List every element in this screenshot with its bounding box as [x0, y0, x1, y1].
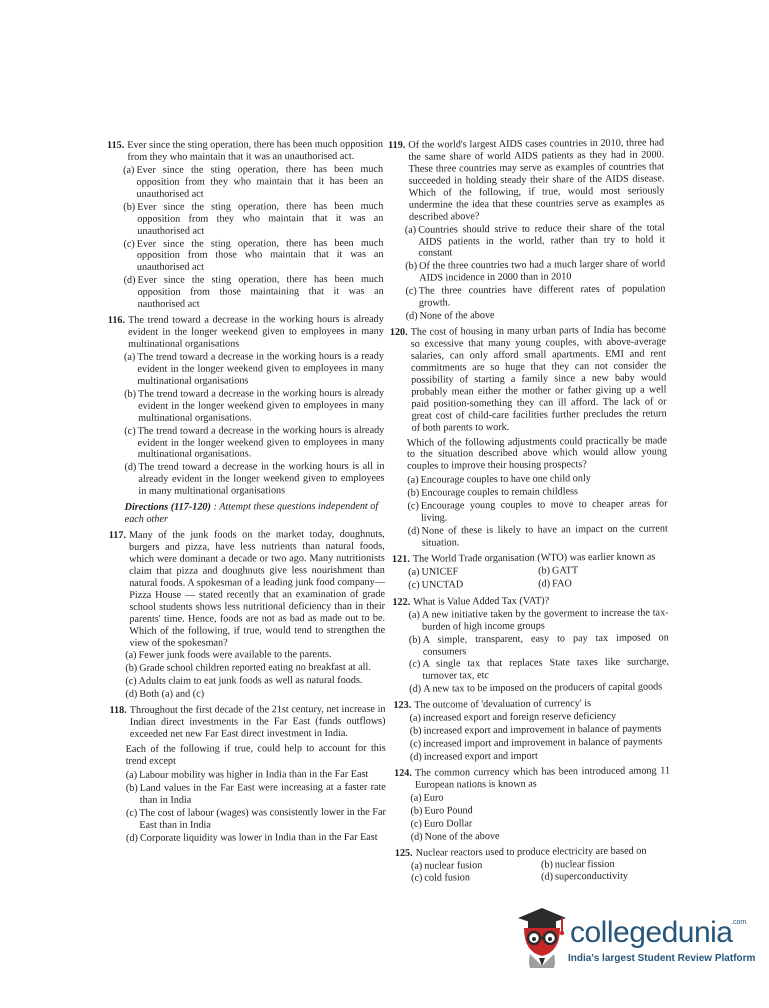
option-label: (c) [123, 238, 135, 250]
option-b [123, 200, 383, 237]
option-text: Labour mobility was higher in India than in the Far East [139, 768, 369, 781]
question-text: Nuclear reactors used to produce electricity are based on [415, 845, 647, 859]
question-text: The outcome of 'devaluation of currency' is [414, 698, 592, 712]
question-119 [388, 137, 666, 323]
option-text: GATT [551, 565, 579, 577]
option-a [123, 164, 383, 201]
option-label: (d) [407, 525, 420, 537]
option-b [124, 388, 384, 425]
option-a [126, 769, 386, 782]
option-label: (c) [409, 738, 422, 750]
option-c [405, 284, 665, 310]
option-a [124, 351, 384, 388]
option-text: None of these is likely to have an impact on the current situation. [421, 523, 668, 549]
option-text: The trend toward a decrease in the working hours is already evident in the longer weekend given to employees in many multinational organisations. [137, 387, 385, 424]
option-label: (b) [405, 261, 418, 273]
option-label: (a) [408, 566, 420, 578]
option-text: The trend toward a decrease in the working hours is all in already evident in the longer weekend given to employees in many multinational organisations [138, 461, 385, 498]
option-label: (b) [123, 201, 136, 213]
question-number: 120. [389, 326, 408, 339]
question-text: Throughout the first decade of the 21st century, net increase in Indian direct investments in the Far East (funds outflows) exceeded net new Far East direct investment in India. [129, 703, 386, 740]
option-label: (c) [405, 285, 417, 298]
option-label: (d) [124, 462, 137, 474]
option-c [124, 424, 384, 461]
question-text: What is Value Added Tax (VAT)? [413, 595, 550, 608]
option-b [407, 486, 667, 500]
option-label: (c) [411, 873, 423, 885]
option-label: (d) [541, 871, 554, 884]
option-text: Countries should strive to reduce their share of the total AIDS patients in the world, rather than try to hold it constant [418, 221, 666, 260]
option-label: (d) [125, 689, 138, 701]
question-number: 119. [388, 139, 406, 151]
question-116 [108, 314, 385, 498]
question-text: The World Trade organisation (WTO) was earlier known as [412, 551, 656, 565]
option-text: The cost of labour (wages) was consistently lower in the Far East than in India [139, 806, 386, 831]
question-text: The cost of housing in many urban parts of India has become so excessive that many young couples, with above-average salaries, can only afford small apartments. EMI and rent commitments are so huge that they can not consider the possibility of starting a family since a new baby would probably mean either the mother or father giving up a well paid position-something they can ill afford. The lack of or great cost of child-care facilities further precludes the return of both parents to work. [410, 324, 667, 434]
option-c [125, 675, 385, 688]
option-d [406, 308, 666, 322]
option-label: (b) [409, 725, 422, 737]
question-prompt: Which of the following adjustments could practically be made to the situation described above which would allow young couples to improve their housing prospects? [406, 434, 668, 473]
option-text: increased export and improvement in balance of payments [423, 723, 662, 737]
option-label: (b) [408, 634, 421, 646]
question-number: 116. [107, 315, 126, 327]
option-text: increased export and foreign reserve deficiency [422, 711, 617, 724]
options-list [126, 769, 386, 845]
option-label: (c) [124, 425, 136, 437]
option-b [538, 564, 668, 577]
options-list [410, 790, 670, 843]
option-c [410, 736, 670, 750]
option-label: (b) [410, 805, 423, 817]
option-text: Land values in the Far East were increasing at a faster rate than in India [139, 781, 386, 806]
brand-name: collegedunia [570, 916, 733, 949]
option-text: A new initiative taken by the goverment to increase the tax-burden of high income groups [421, 607, 669, 633]
option-text: A new tax to be imposed on the producers of capital goods [423, 681, 663, 695]
option-label: (d) [123, 275, 136, 287]
option-label: (b) [125, 663, 138, 675]
option-c [408, 578, 538, 591]
options-list [407, 473, 668, 550]
question-125 [395, 845, 671, 886]
option-label: (a) [410, 792, 422, 804]
option-label: (b) [124, 388, 137, 400]
option-text: Corporate liquidity was lower in India than in the Far East [139, 831, 378, 844]
option-text: increased import and improvement in balance of payments [423, 736, 663, 750]
options-list [124, 351, 385, 498]
option-label: (c) [125, 676, 137, 688]
option-text: Encourage couples to remain childless [421, 486, 579, 499]
question-number: 125. [394, 847, 413, 859]
option-c [126, 806, 386, 831]
option-a [408, 565, 538, 578]
question-118 [109, 704, 386, 845]
option-text: Euro Dollar [423, 817, 473, 830]
option-d [538, 577, 668, 590]
option-label: (a) [409, 712, 421, 725]
option-text: nuclear fusion [424, 859, 483, 872]
directions-note [125, 501, 385, 526]
directions-heading: Directions (117-120) [124, 501, 211, 514]
option-text: The trend toward a decrease in the working hours is a ready evident in the longer weekend given to employees in many multinational organisations [137, 350, 385, 387]
option-label: (d) [409, 751, 422, 763]
left-column [107, 139, 386, 849]
question-text: Ever since the sting operation, there has been much opposition from they who maintain that it was an unauthorised act. [127, 138, 384, 163]
option-label: (a) [123, 351, 136, 363]
question-123 [393, 698, 670, 764]
option-a [405, 222, 665, 260]
option-label: (d) [409, 684, 422, 696]
option-text: Euro [423, 792, 444, 804]
option-b [409, 632, 669, 658]
option-d [411, 829, 671, 843]
option-text: Grade school children reported eating no breakfast at all. [139, 662, 371, 675]
option-label: (d) [410, 831, 423, 843]
question-number: 117. [108, 529, 127, 542]
option-b [541, 858, 671, 871]
option-label: (a) [408, 609, 420, 621]
option-a [410, 790, 670, 804]
question-prompt: Each of the following if true, could help to account for this trend except [125, 742, 386, 767]
option-text: superconductivity [554, 871, 629, 883]
options-list [123, 164, 384, 311]
option-a [410, 711, 670, 725]
option-label: (b) [125, 782, 138, 794]
option-text: FAO [552, 578, 572, 590]
option-label: (a) [407, 475, 419, 487]
option-d [124, 461, 384, 498]
option-b [126, 782, 386, 807]
option-b [405, 259, 665, 285]
collegedunia-logo[interactable] [512, 902, 756, 968]
option-text: A single tax that replaces State taxes like surcharge, turnover tax, etc [422, 656, 670, 683]
options-list [410, 711, 670, 764]
option-text: None of the above [419, 310, 495, 322]
question-text: Of the world's largest AIDS cases countries in 2010, three had the same share of world AIDS patients as they had in 2000. These three countries may serve as examples of countries that succeeded in holding steady their share of the AIDS disease. Which of the following, if true, would most seriously undermine the idea that these countries serve as examples as described above? [408, 137, 665, 223]
option-label: (c) [408, 579, 420, 591]
option-a [407, 473, 667, 487]
question-120 [390, 324, 668, 550]
option-d [125, 688, 385, 701]
option-d [410, 749, 670, 763]
option-text: cold fusion [424, 872, 471, 885]
option-text: A simple, transparent, easy to pay tax imposed on consumers [422, 631, 669, 658]
question-number: 121. [391, 553, 410, 565]
option-d [408, 523, 668, 549]
option-label: (c) [408, 659, 421, 671]
question-number: 123. [393, 700, 412, 712]
option-label: (b) [540, 858, 553, 871]
option-c [407, 499, 667, 525]
option-text: Ever since the sting operation, there has been much opposition from they who maintain that it has been an unauthorised act [136, 163, 384, 200]
graduate-mascot-icon [512, 902, 568, 968]
brand-domain-suffix: .com [731, 919, 747, 926]
option-text: None of the above [424, 830, 500, 843]
option-text: Ever since the sting operation, there has been much opposition from those maintaining that it was an nauthorised act [137, 274, 384, 311]
option-d [126, 831, 386, 844]
question-number: 122. [392, 596, 411, 608]
option-text: Fewer junk foods were available to the parents. [138, 649, 332, 662]
question-text: The trend toward a decrease in the working hours is already evident in the longer weekend given to employees in many multinational organisations [128, 313, 384, 350]
option-text: UNICEF [421, 566, 459, 578]
question-number: 124. [394, 767, 412, 779]
option-text: Ever since the sting operation, there has been much opposition from those who maintain that it was an unauthorised act [136, 237, 384, 274]
option-d [541, 871, 671, 884]
option-text: Adults claim to eat junk foods as well as natural foods. [138, 675, 363, 688]
options-grid [411, 858, 671, 886]
option-a [411, 859, 541, 872]
options-grid [408, 564, 668, 592]
option-c [409, 657, 669, 683]
option-label: (d) [126, 832, 138, 844]
option-text: The three countries have different rates of population growth. [418, 283, 666, 309]
option-label: (c) [407, 500, 419, 513]
option-label: (c) [125, 807, 138, 819]
option-text: UNCTAD [421, 579, 464, 591]
question-117 [109, 529, 386, 701]
option-text: The trend toward a decrease in the working hours is already evident in the longer weekend given to employees in many multinational organisations. [137, 424, 385, 461]
option-label: (a) [404, 224, 417, 236]
option-a [125, 649, 385, 662]
question-number: 115. [107, 139, 125, 151]
option-text: Euro Pound [424, 804, 473, 817]
question-text: Many of the junk foods on the market today, doughnuts, burgers and pizza, have less nutrients than natural foods, which were dominant a decade or two ago. Many nutritionists claim that pizza and doughnuts give less nourishment than natural foods. A spokesman of a leading junk food company—Pizza House — stated recently that an examination of grade school students shows less nutritional deficiency than in their parents' time. Hence, foods are not as bad as made out to be. Which of the following, if true, would tend to strengthen the view of the spokesman? [128, 528, 386, 649]
option-text: Encourage couples to have one child only [420, 473, 591, 487]
option-label: (d) [538, 578, 551, 590]
option-b [410, 803, 670, 817]
option-label: (a) [123, 164, 135, 176]
question-121 [392, 551, 668, 592]
options-list [405, 222, 666, 323]
option-c [411, 816, 671, 830]
brand-tagline: India's largest Student Review Platform [568, 953, 756, 964]
option-text: Of the three countries two had a much larger share of world AIDS incidence in 2000 than in 2010 [419, 258, 666, 285]
question-115 [107, 139, 384, 311]
option-label: (a) [125, 769, 138, 781]
directions-body: : Attempt these questions independent of each other [124, 501, 379, 526]
option-label: (b) [538, 565, 551, 577]
option-text: increased export and import [423, 750, 538, 763]
option-label: (a) [410, 860, 423, 872]
option-d [409, 682, 669, 696]
option-b [125, 662, 385, 675]
option-label: (b) [407, 487, 420, 500]
option-text: Encourage young couples to move to cheaper areas for living. [420, 498, 668, 524]
option-label: (a) [125, 650, 137, 662]
option-text: nuclear fission [554, 858, 615, 870]
option-b [410, 723, 670, 737]
options-list [125, 649, 385, 701]
option-c [123, 237, 383, 274]
option-text: Ever since the sting operation, there has been much opposition from they who maintain that it was an unauthorised act [137, 200, 384, 237]
option-label: (d) [405, 310, 418, 322]
question-text: The common currency which has been introduced among 11 European nations is known as [414, 765, 671, 791]
option-a [409, 607, 669, 633]
option-label: (c) [410, 818, 422, 830]
right-column [388, 137, 671, 890]
option-c [411, 872, 541, 885]
question-124 [394, 765, 671, 843]
options-list [409, 607, 670, 696]
question-number: 118. [109, 705, 127, 717]
option-d [124, 274, 384, 311]
question-122 [392, 594, 669, 696]
option-text: Both (a) and (c) [139, 688, 205, 701]
